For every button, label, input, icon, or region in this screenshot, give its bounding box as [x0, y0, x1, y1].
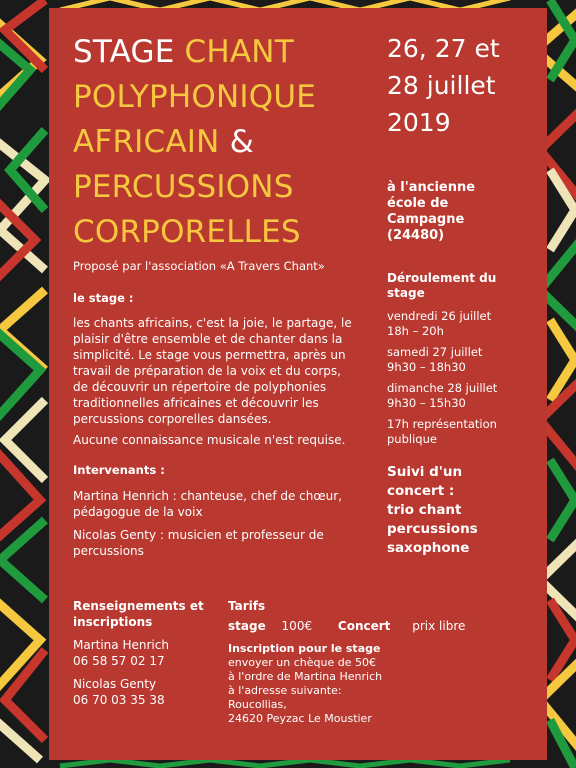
price-row [228, 618, 465, 634]
schedule-item [387, 345, 537, 375]
stage-description [73, 315, 373, 427]
schedule-item [387, 381, 537, 411]
price-stage-value: 100€ [281, 619, 313, 633]
schedule-item [387, 309, 537, 339]
intervenant-line: Martina Henrich : chanteuse, chef de chœur, [73, 489, 342, 503]
schedule-time: publique [387, 432, 437, 446]
description-line: percussions corporelles dansées. [73, 412, 272, 426]
schedule-day: samedi 27 juillet [387, 345, 483, 359]
contacts-heading-line: Renseignements et [73, 599, 204, 613]
title-polyphonique: POLYPHONIQUE [73, 79, 316, 115]
description-line: les chants africains, c'est la joie, le partage, le [73, 316, 352, 330]
event-location [387, 180, 537, 244]
price-concert-value: prix libre [412, 619, 466, 633]
contacts-heading-line: inscriptions [73, 615, 153, 629]
description-line: de découvrir un répertoire de polyphonies [73, 380, 327, 394]
contact-nicolas [73, 676, 165, 708]
intervenant-martina [73, 488, 342, 520]
inscription-heading: Inscription pour le stage [228, 642, 381, 655]
contact-phone[interactable]: 06 58 57 02 17 [73, 654, 165, 668]
contacts-heading [73, 598, 204, 630]
title-corporelles: CORPORELLES [73, 214, 301, 250]
concert-line: saxophone [387, 540, 470, 556]
intervenant-line: Nicolas Genty : musicien et professeur de [73, 528, 324, 542]
concert-line: Suivi d'un [387, 464, 463, 480]
title-africain: AFRICAIN [73, 124, 230, 160]
contact-name: Nicolas Genty [73, 677, 157, 691]
contact-name: Martina Henrich [73, 638, 169, 652]
schedule-time: 9h30 – 18h30 [387, 360, 466, 374]
schedule-time: 18h – 20h [387, 324, 444, 338]
description-line: simplicité. Le stage vous permettra, après un [73, 348, 346, 362]
intervenants-label: Intervenants : [73, 463, 165, 477]
date-line-2: 28 juillet [387, 71, 496, 100]
description-line: traditionnelles africaines et découvrir les [73, 396, 319, 410]
stage-label: le stage : [73, 291, 134, 305]
date-line-1: 26, 27 et [387, 34, 500, 63]
price-concert-label: Concert [337, 619, 391, 633]
requirements-note: Aucune connaissance musicale n'est requise. [73, 433, 346, 447]
schedule-heading-line: Déroulement du [387, 271, 497, 285]
schedule-day: vendredi 26 juillet [387, 309, 492, 323]
schedule-time: 9h30 – 15h30 [387, 396, 466, 410]
concert-line: concert : [387, 483, 455, 499]
inscription-line: envoyer un chèque de 50€ [228, 656, 376, 669]
location-line: école de [387, 196, 449, 211]
schedule-item [387, 417, 537, 447]
contact-martina [73, 637, 169, 669]
inscription-line: Roucollias, [228, 698, 287, 711]
location-line: (24480) [387, 228, 445, 243]
inscription-line: 24620 Peyzac Le Moustier [228, 712, 372, 725]
schedule-day: dimanche 28 juillet [387, 381, 498, 395]
inscription-line: à l'ordre de Martina Henrich [228, 670, 383, 683]
schedule-heading [387, 271, 537, 301]
intervenant-line: pédagogue de la voix [73, 505, 203, 519]
intervenant-nicolas [73, 527, 324, 559]
schedule-day: 17h représentation [387, 417, 497, 431]
title-chant: CHANT [184, 34, 294, 70]
concert-line: percussions [387, 521, 478, 537]
contact-phone[interactable]: 06 70 03 35 38 [73, 693, 165, 707]
tarifs-heading: Tarifs [228, 599, 266, 613]
intervenant-line: percussions [73, 544, 144, 558]
event-date [387, 30, 537, 141]
location-line: à l'ancienne [387, 180, 476, 195]
description-line: travail de préparation de la voix et du corps, [73, 364, 341, 378]
title-ampersand: & [229, 124, 254, 160]
event-title [73, 30, 378, 255]
concert-announcement [387, 463, 537, 558]
inscription-line: à l'adresse suivante: [228, 684, 342, 697]
location-line: Campagne [387, 212, 465, 227]
concert-line: trio chant [387, 502, 462, 518]
price-stage-label: stage [228, 619, 266, 633]
title-stage: STAGE [73, 34, 185, 70]
organizer-line: Proposé par l'association «A Travers Chant» [73, 259, 325, 273]
title-percussions: PERCUSSIONS [73, 169, 294, 205]
schedule-heading-line: stage [387, 286, 425, 300]
date-line-3: 2019 [387, 108, 451, 137]
inscription-details [228, 656, 382, 726]
description-line: plaisir d'être ensemble et de chanter dans la [73, 332, 343, 346]
